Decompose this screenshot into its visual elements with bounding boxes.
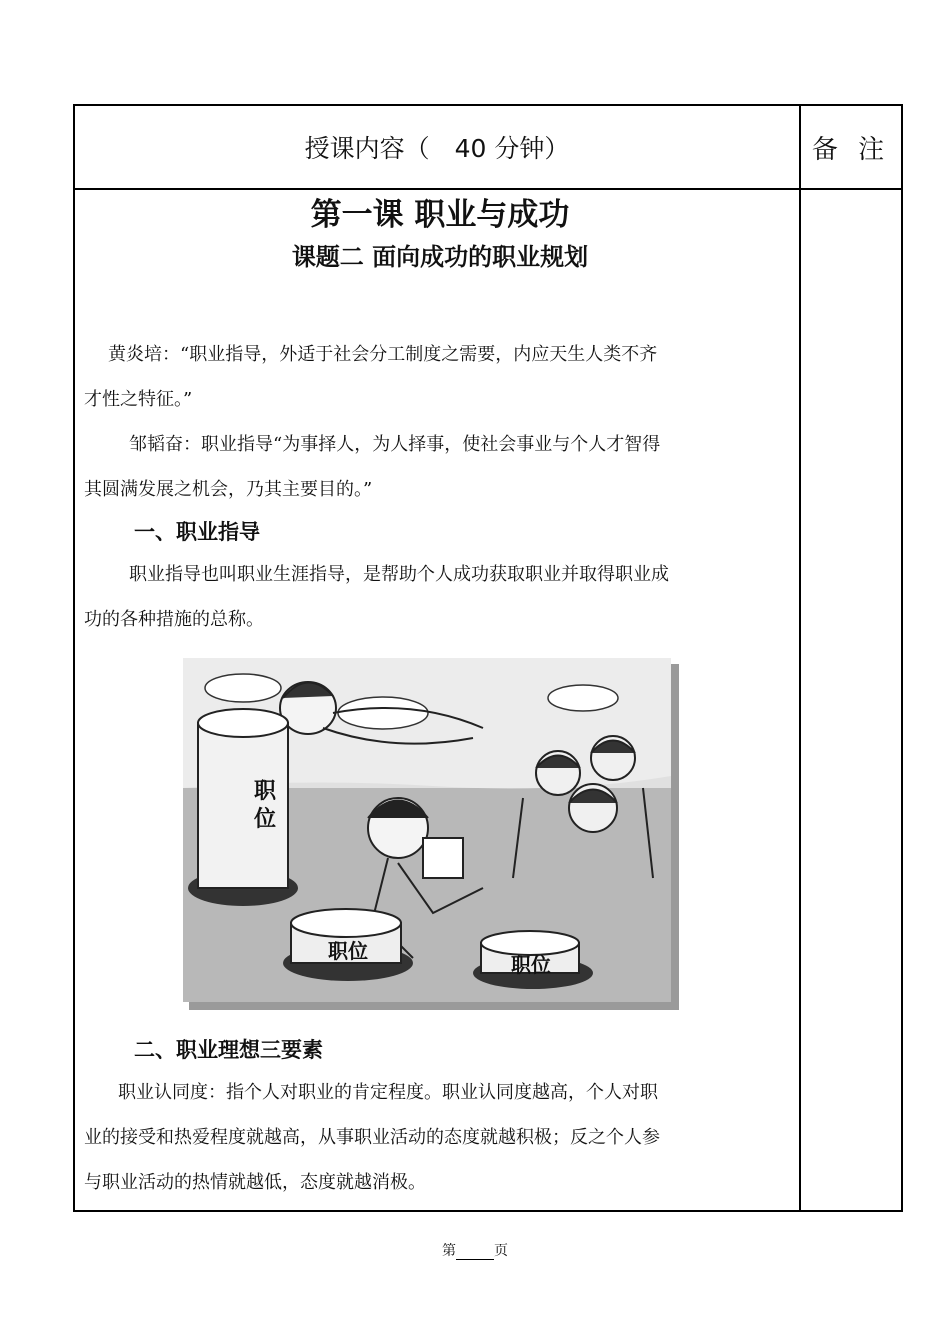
column-divider	[799, 106, 801, 1210]
header-content-cell: 授课内容（ 40 分钟）	[304, 134, 570, 163]
lesson-content-part2	[84, 1030, 796, 1205]
lesson-subtitle: 课题二 面向成功的职业规划	[291, 243, 589, 271]
section1-heading: 一、职业指导	[134, 520, 260, 544]
section1-line2: 功的各种措施的总称。	[84, 609, 264, 630]
page-footer	[0, 1240, 950, 1260]
job-pillar-large-icon	[188, 709, 298, 906]
job-pillar-small-icon	[473, 931, 593, 989]
footer-prefix: 第	[442, 1243, 456, 1259]
quote-zou-line2: 其圆满发展之机会，乃其主要目的。”	[84, 479, 373, 500]
quote-zou-line1: 邹韬奋：职业指导“为事择人，为人择事，使社会事业与个人才智得	[129, 434, 661, 455]
header-note-cell: 备 注	[811, 134, 891, 165]
quote-huang-line2: 才性之特征。”	[84, 389, 193, 410]
section2-line3: 与职业活动的热情就越低，态度就越消极。	[84, 1172, 426, 1193]
quote-huang-line1: 黄炎培：“职业指导，外适于社会分工制度之需要，内应天生人类不齐	[108, 344, 658, 365]
footer-suffix: 页	[494, 1243, 508, 1259]
section2-line1: 职业认同度：指个人对职业的肯定程度。职业认同度越高，个人对职	[118, 1082, 658, 1103]
page-number-blank	[456, 1245, 494, 1260]
lesson-content	[84, 188, 796, 642]
section2-line2: 业的接受和热爱程度就越高，从事职业活动的态度就越积极；反之个人参	[84, 1127, 660, 1148]
job-label-small: 职位	[511, 953, 551, 977]
job-label-large: 职位	[253, 779, 277, 832]
job-pillar-medium-icon	[283, 909, 413, 981]
section2-heading: 二、职业理想三要素	[134, 1038, 323, 1062]
section1-line1: 职业指导也叫职业生涯指导，是帮助个人成功获取职业并取得职业成	[129, 564, 669, 585]
lesson-title: 第一课 职业与成功	[310, 197, 570, 233]
job-label-medium: 职位	[328, 939, 368, 963]
cartoon-illustration	[183, 658, 679, 1010]
